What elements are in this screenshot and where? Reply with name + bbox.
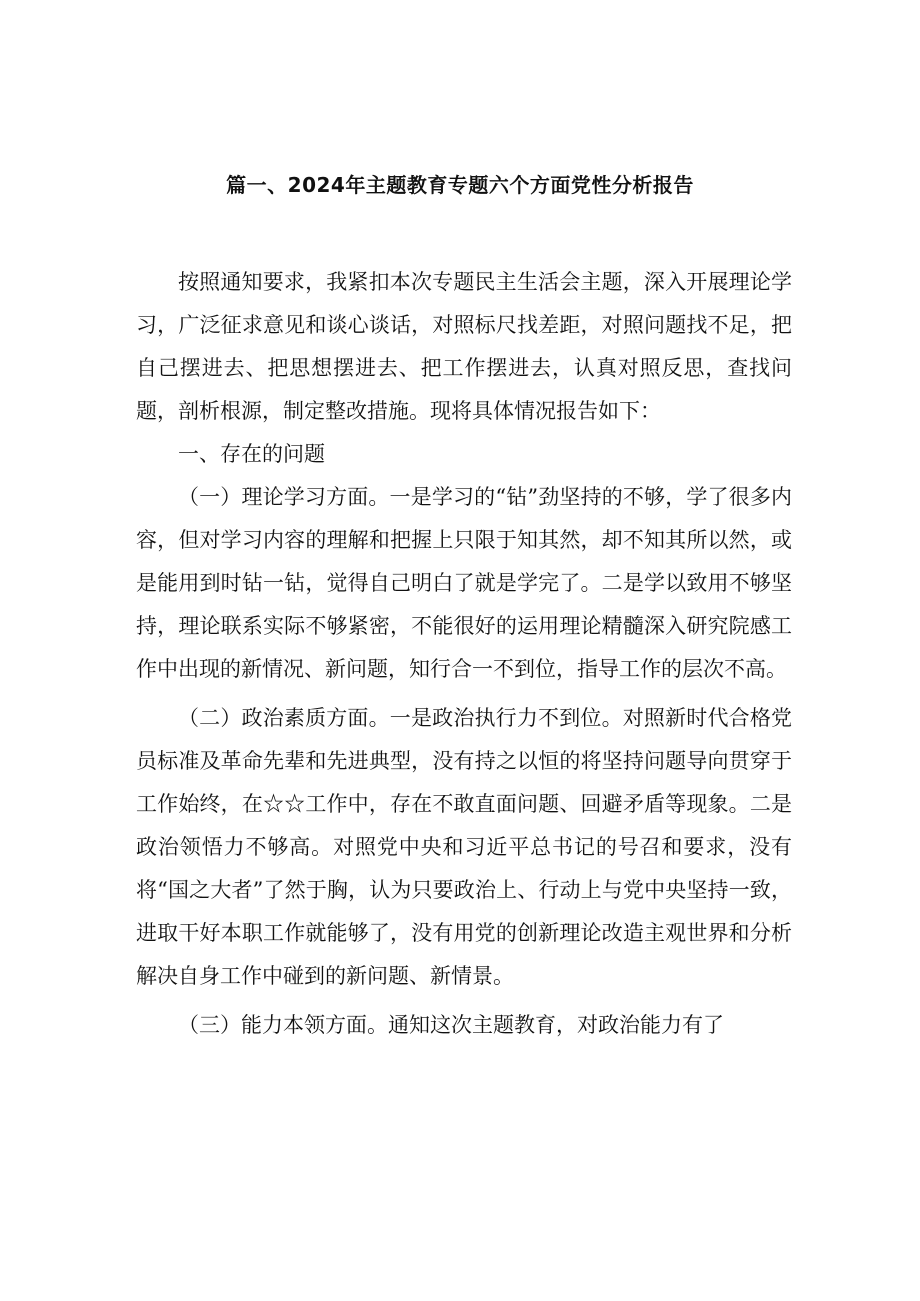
paragraph-theory-study: （一）理论学习方面。一是学习的“钻”劲坚持的不够，学了很多内容，但对学习内容的理解和把握上只限于知其然，却不知其所以然，或是能用到时钻一钻，觉得自己明白了就是学完了。二是学以致用不够坚持，理论联系实际不够紧密，不能很好的运用理论精髓深入研究院感工作中出现的新情况、新问题，知行合一不到位，指导工作的层次不高。 bbox=[136, 485, 792, 681]
intro-paragraph: 按照通知要求，我紧扣本次专题民主生活会主题，深入开展理论学习，广泛征求意见和谈心谈话，对照标尺找差距，对照问题找不足，把自己摆进去、把思想摆进去、把工作摆进去，认真对照反思，查找问题，剖析根源，制定整改措施。现将具体情况报告如下： bbox=[136, 270, 792, 423]
section-heading-problems: 一、存在的问题 bbox=[178, 442, 325, 466]
document-title: 篇一、2024年主题教育专题六个方面党性分析报告 bbox=[226, 173, 694, 197]
paragraph-political-quality: （二）政治素质方面。一是政治执行力不到位。对照新时代合格党员标准及革命先辈和先进典型，没有持之以恒的将坚持问题导向贯穿于工作始终，在☆☆工作中，存在不敢直面问题、回避矛盾等现象。二是政治领悟力不够高。对照党中央和习近平总书记的号召和要求，没有将“国之大者”了然于胸，认为只要政治上、行动上与党中央坚持一致，进取干好本职工作就能够了，没有用党的创新理论改造主观世界和分析解决自身工作中碰到的新问题、新情景。 bbox=[136, 706, 792, 988]
document-body bbox=[136, 261, 792, 1047]
paragraph-ability: （三）能力本领方面。通知这次主题教育，对政治能力有了 bbox=[178, 1013, 724, 1037]
